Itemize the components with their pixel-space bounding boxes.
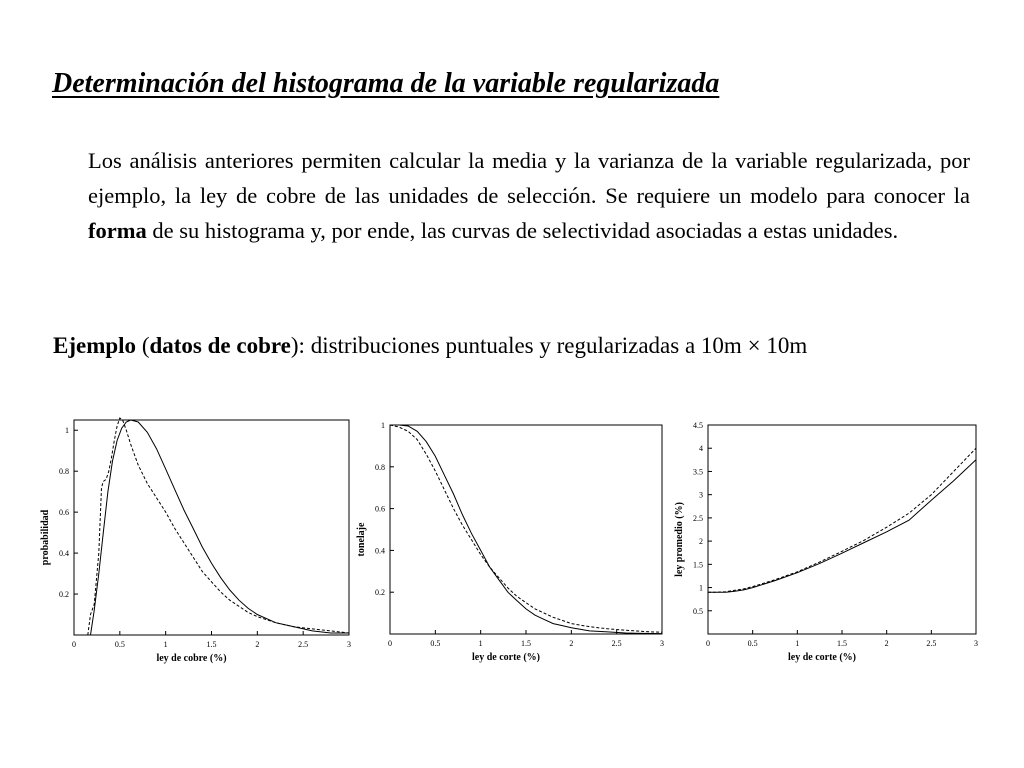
plot-frame (390, 425, 662, 634)
plot-frame (708, 425, 976, 634)
x-tick-label: 2 (569, 639, 574, 648)
x-tick-label: 2.5 (926, 639, 937, 648)
example-dataset: datos de cobre (149, 333, 291, 358)
x-tick-label: 1.5 (521, 639, 531, 648)
series-line-solid (390, 425, 662, 634)
y-tick-label: 1 (699, 583, 703, 593)
y-tick-label: 0.4 (59, 549, 69, 559)
x-tick-label: 0 (388, 639, 392, 648)
example-caption (53, 333, 807, 359)
x-tick-label: 1.5 (206, 640, 217, 649)
intro-text-end: de su histograma y, por ende, las curvas de selectividad asociadas a estas unidades. (146, 218, 899, 243)
y-tick-label: 3 (699, 490, 703, 500)
slide-title: Determinación del histograma de la variable regularizada (52, 68, 720, 99)
y-tick-label: 3.5 (693, 467, 703, 477)
plot-frame (74, 420, 349, 635)
chart-mean-grade (672, 410, 992, 666)
chart-mean-grade-svg (672, 410, 992, 666)
y-tick-label: 2 (699, 537, 703, 547)
x-tick-label: 0.5 (430, 639, 441, 648)
series-line-solid (91, 420, 350, 635)
y-axis-label: ley promedio (%) (674, 502, 685, 577)
y-tick-label: 0.2 (59, 590, 69, 600)
intro-text-start: Los análisis anteriores permiten calcular la media y la varianza de la variable regularizada, por ejemplo, la ley de cobre de las unidades de selección. Se requiere un modelo para conocer la (88, 148, 970, 208)
y-tick-label: 1 (65, 426, 69, 436)
x-axis-label: ley de cobre (%) (156, 653, 227, 664)
series-line-dashed (88, 418, 349, 635)
x-axis-label: ley de corte (%) (471, 652, 541, 663)
y-tick-label: 0.6 (375, 504, 385, 514)
x-tick-label: 0.5 (747, 639, 758, 648)
series-line-solid (708, 460, 976, 592)
chart-histogram-svg (34, 410, 359, 666)
example-paren-open: ( (136, 333, 150, 358)
intro-paragraph (88, 143, 970, 248)
y-tick-label: 4 (699, 444, 703, 454)
y-tick-label: 1.5 (693, 560, 703, 570)
x-tick-label: 2.5 (611, 639, 622, 648)
x-axis-label: ley de corte (%) (787, 652, 857, 663)
y-tick-label: 0.8 (375, 462, 385, 472)
x-tick-label: 1 (163, 640, 168, 649)
x-tick-label: 0.5 (114, 640, 125, 649)
x-tick-label: 2.5 (298, 640, 309, 649)
x-tick-label: 0 (72, 640, 76, 649)
chart-histogram (34, 410, 359, 666)
y-tick-label: 0.6 (59, 508, 69, 518)
intro-text-bold: forma (88, 218, 147, 243)
x-tick-label: 1 (795, 639, 800, 648)
x-tick-label: 2 (255, 640, 260, 649)
series-line-dashed (390, 425, 662, 632)
x-tick-label: 1.5 (837, 639, 847, 648)
chart-tonnage-svg (356, 410, 670, 666)
y-tick-label: 0.5 (693, 606, 703, 616)
y-axis-label: tonelaje (356, 522, 367, 557)
example-size: 10m (760, 333, 808, 358)
y-tick-label: 0.2 (375, 588, 385, 598)
times-sign: × (747, 333, 761, 358)
x-tick-label: 1 (478, 639, 483, 648)
x-tick-label: 0 (706, 639, 710, 648)
x-tick-label: 3 (660, 639, 664, 648)
example-label: Ejemplo (53, 333, 137, 358)
series-line-dashed (708, 448, 976, 592)
x-tick-label: 3 (974, 639, 978, 648)
x-tick-label: 2 (884, 639, 889, 648)
y-tick-label: 0.4 (375, 546, 385, 556)
y-tick-label: 0.8 (59, 467, 69, 477)
y-tick-label: 1 (381, 421, 385, 430)
y-axis-label: probabilidad (40, 509, 51, 566)
x-tick-label: 3 (347, 640, 351, 649)
chart-tonnage (356, 410, 670, 666)
y-tick-label: 2.5 (693, 513, 703, 523)
y-tick-label: 4.5 (693, 421, 703, 430)
example-description: ): distribuciones puntuales y regularizadas a 10m (290, 333, 748, 358)
